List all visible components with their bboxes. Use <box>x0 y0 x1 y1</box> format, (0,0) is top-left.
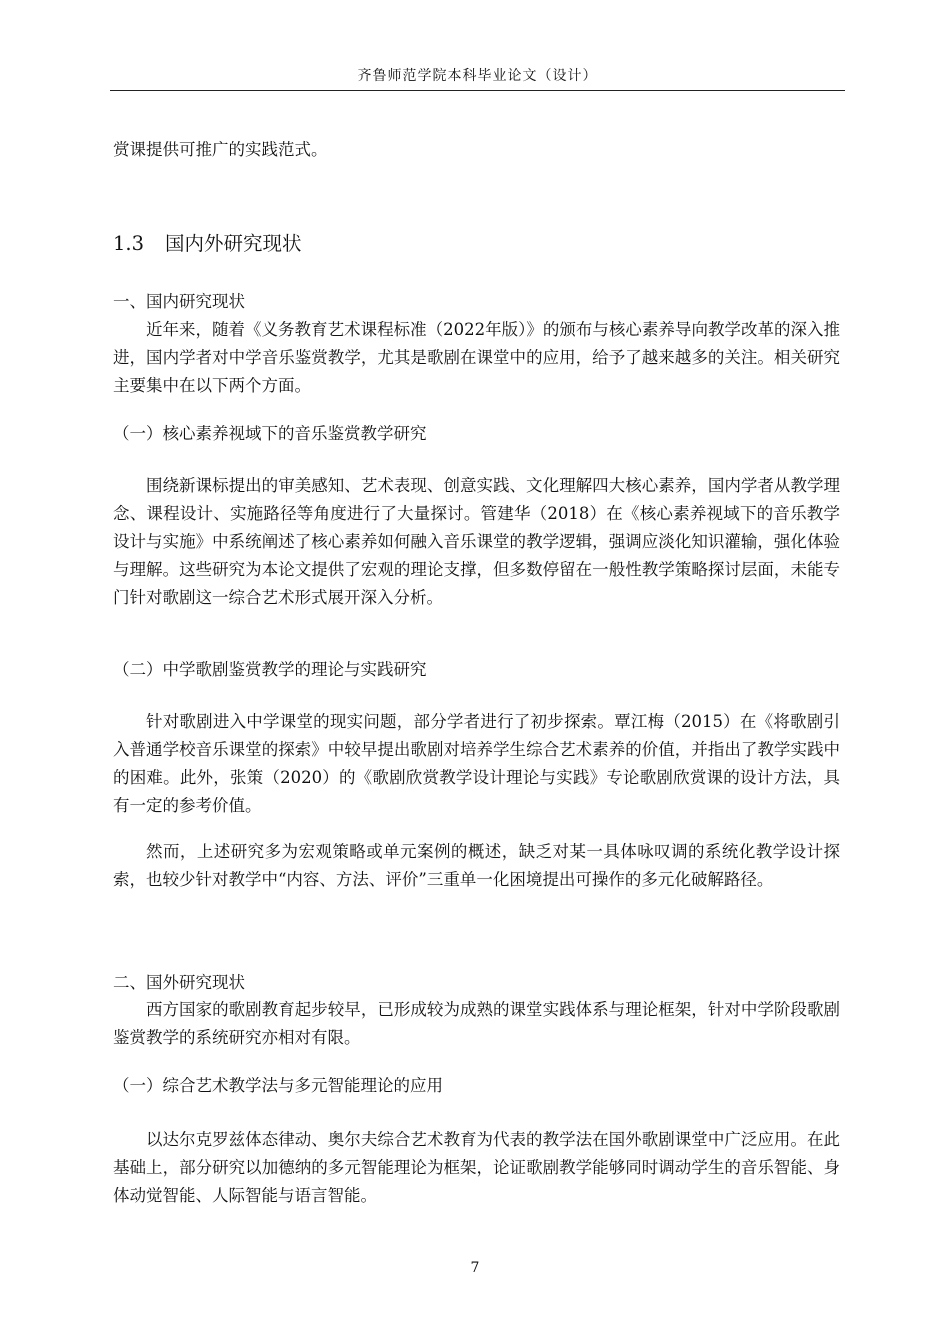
domestic-sub1-body: 围绕新课标提出的审美感知、艺术表现、创意实践、文化理解四大核心素养，国内学者从教学理念、课程设计、实施路径等角度进行了大量探讨。管建华（2018）在《核心素养视域下的音乐教学设计与实施》中系统阐述了核心素养如何融入音乐课堂的教学逻辑，强调应淡化知识灌输，强化体验与理解。这些研究为本论文提供了宏观的理论支撑，但多数停留在一般性教学策略探讨层面，未能专门针对歌剧这一综合艺术形式展开深入分析。 <box>113 476 840 607</box>
section-title: 国内外研究现状 <box>165 232 302 255</box>
foreign-sub1-body: 以达尔克罗兹体态律动、奥尔夫综合艺术教育为代表的教学法在国外歌剧课堂中广泛应用。在此基础上，部分研究以加德纳的多元智能理论为框架，论证歌剧教学能够同时调动学生的音乐智能、身体动觉智能、人际智能与语言智能。 <box>113 1130 840 1205</box>
header-rule <box>110 90 845 91</box>
domestic-sub2-body1: 针对歌剧进入中学课堂的现实问题，部分学者进行了初步探索。覃江梅（2015）在《将歌剧引入普通学校音乐课堂的探索》中较早提出歌剧对培养学生综合艺术素养的价值，并指出了教学实践中的困难。此外，张策（2020）的《歌剧欣赏教学设计理论与实践》专论歌剧欣赏课的设计方法，具有一定的参考价值。 <box>113 712 840 815</box>
page-number: 7 <box>470 1260 480 1276</box>
foreign-intro: 西方国家的歌剧教育起步较早，已形成较为成熟的课堂实践体系与理论框架，针对中学阶段歌剧鉴赏教学的系统研究亦相对有限。 <box>113 1000 840 1047</box>
domestic-heading: 一、国内研究现状 <box>113 292 245 311</box>
domestic-sub1-heading: （一）核心素养视域下的音乐鉴赏教学研究 <box>113 424 427 443</box>
section-heading <box>113 230 302 258</box>
foreign-sub1-heading: （一）综合艺术教学法与多元智能理论的应用 <box>113 1076 443 1095</box>
running-header: 齐鲁师范学院本科毕业论文（设计） <box>357 68 598 84</box>
domestic-intro: 近年来，随着《义务教育艺术课程标准（2022年版）》的颁布与核心素养导向教学改革的深入推进，国内学者对中学音乐鉴赏教学，尤其是歌剧在课堂中的应用，给予了越来越多的关注。相关研究主要集中在以下两个方面。 <box>113 320 840 395</box>
section-number: 1.3 <box>113 232 145 255</box>
foreign-heading: 二、国外研究现状 <box>113 973 245 992</box>
continuation-text: 赏课提供可推广的实践范式。 <box>113 140 328 159</box>
domestic-sub2-heading: （二）中学歌剧鉴赏教学的理论与实践研究 <box>113 660 427 679</box>
domestic-sub2-body2: 然而，上述研究多为宏观策略或单元案例的概述，缺乏对某一具体咏叹调的系统化教学设计探索，也较少针对教学中“内容、方法、评价”三重单一化困境提出可操作的多元化破解路径。 <box>113 842 840 889</box>
